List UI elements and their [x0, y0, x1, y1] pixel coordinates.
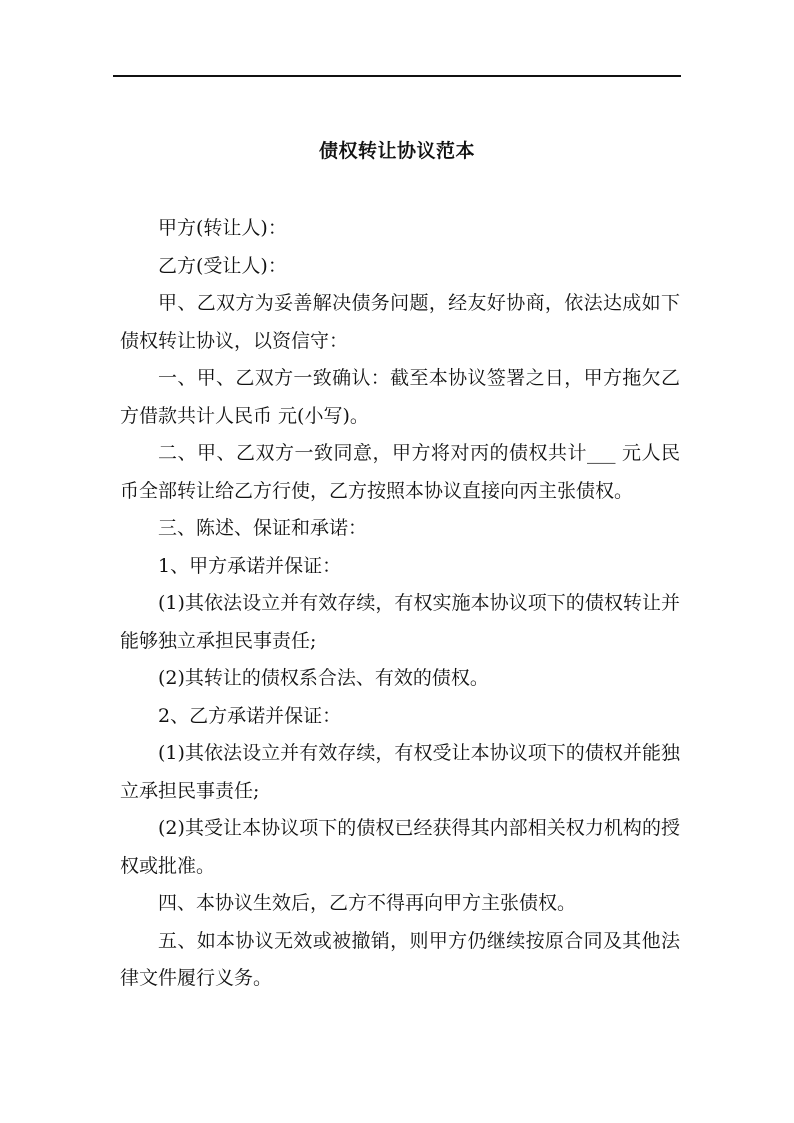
- paragraph-clause-2: 二、甲、乙双方一致同意，甲方将对丙的债权共计___ 元人民币全部转让给乙方行使，乙方按照本协议直接向丙主张债权。: [120, 442, 680, 502]
- paragraph-party-b: 乙方(受让人)：: [158, 254, 287, 277]
- document-body: [120, 210, 680, 998]
- paragraph-clause-3-1: 1、甲方承诺并保证：: [158, 554, 342, 577]
- paragraph-clause-3-1-b: (2)其转让的债权系合法、有效的债权。: [158, 667, 489, 689]
- paragraph-party-a: 甲方(转让人)：: [158, 217, 287, 239]
- paragraph-clause-4: 四、本协议生效后，乙方不得再向甲方主张债权。: [158, 892, 577, 914]
- paragraph-clause-5: 五、如本协议无效或被撤销，则甲方仍继续按原合同及其他法律文件履行义务。: [120, 929, 680, 989]
- paragraph-preamble: 甲、乙双方为妥善解决债务问题，经友好协商，依法达成如下债权转让协议，以资信守：: [120, 292, 680, 352]
- paragraph-clause-3-1-a: (1)其依法设立并有效存续，有权实施本协议项下的债权转让并能够独立承担民事责任;: [120, 592, 680, 652]
- document-title: 债权转让协议范本: [318, 140, 475, 162]
- paragraph-clause-3: 三、陈述、保证和承诺：: [158, 517, 368, 539]
- header-rule: [113, 75, 681, 77]
- paragraph-clause-1: 一、甲、乙双方一致确认：截至本协议签署之日，甲方拖欠乙方借款共计人民币 元(小写)。: [120, 367, 680, 427]
- paragraph-clause-3-2: 2、乙方承诺并保证：: [158, 704, 342, 727]
- paragraph-clause-3-2-a: (1)其依法设立并有效存续，有权受让本协议项下的债权并能独立承担民事责任;: [120, 742, 680, 802]
- paragraph-clause-3-2-b: (2)其受让本协议项下的债权已经获得其内部相关权力机构的授权或批准。: [120, 817, 680, 877]
